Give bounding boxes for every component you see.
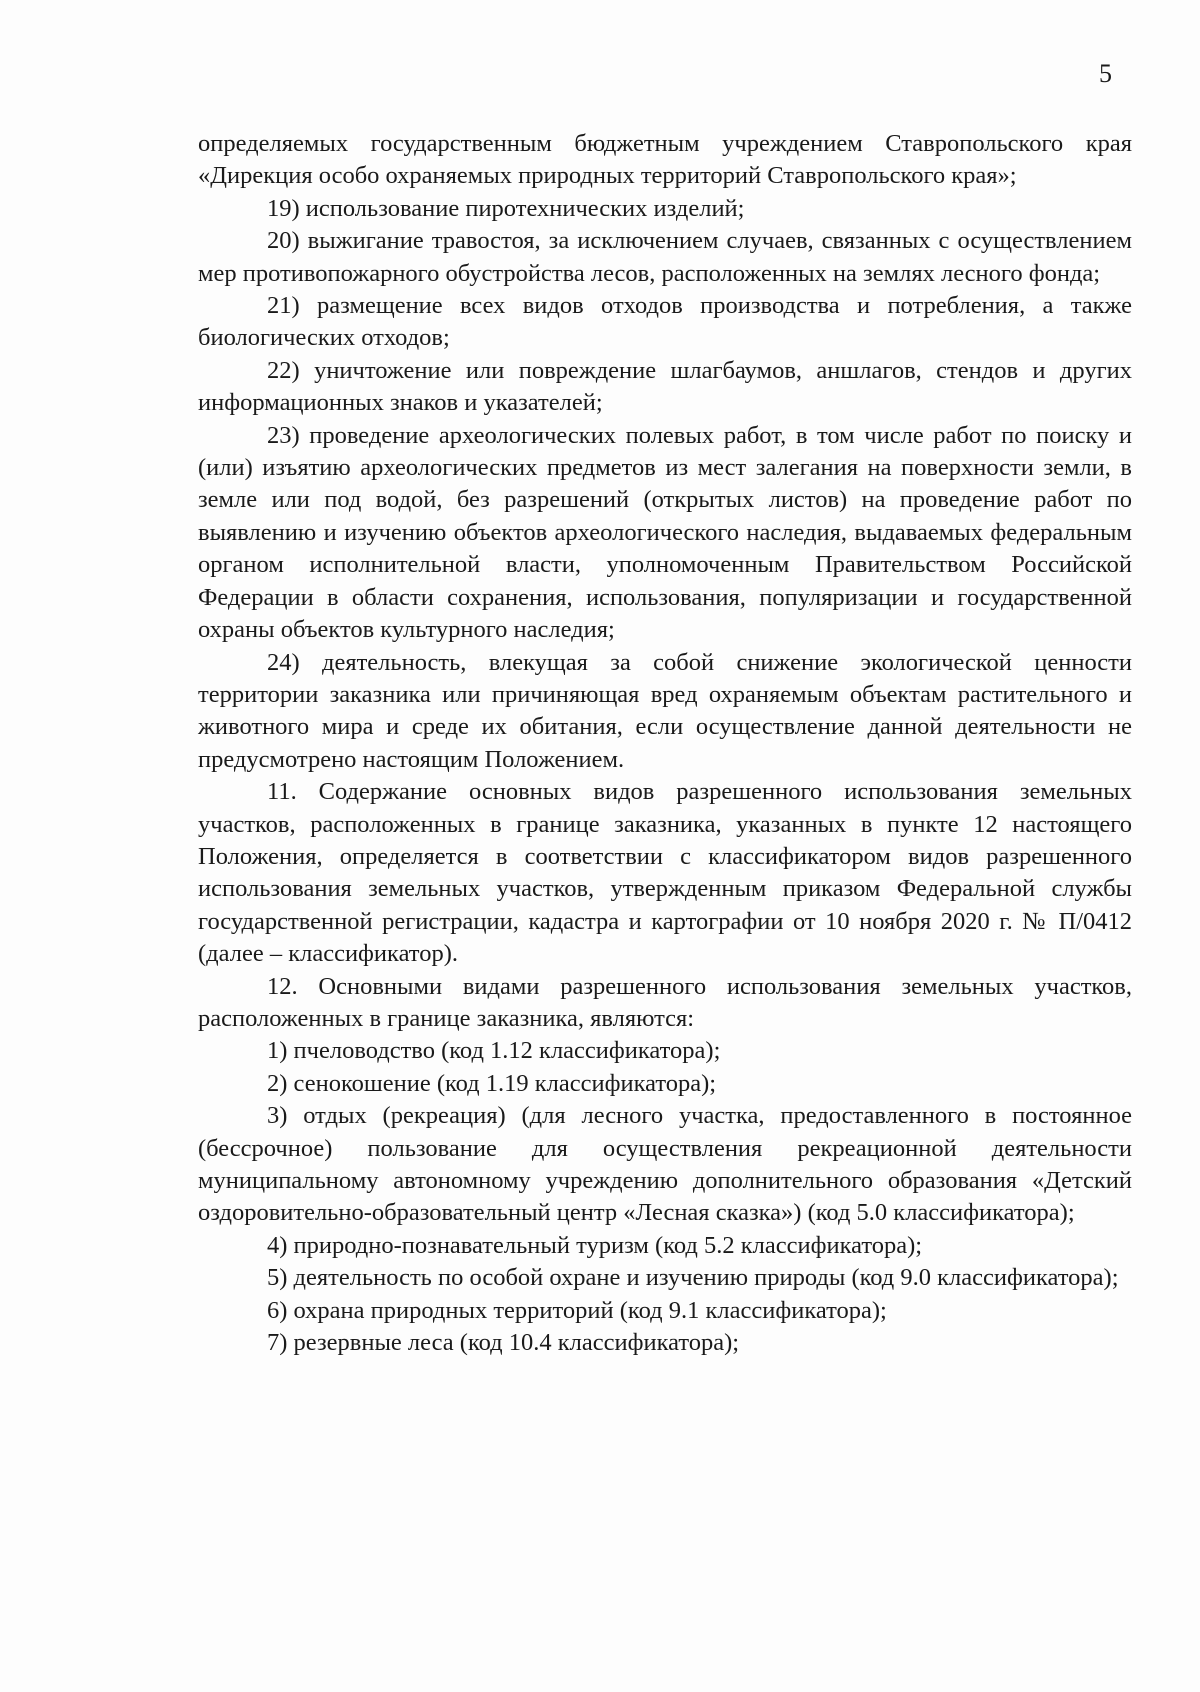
paragraph-item-21: 21) размещение всех видов отходов производства и потребления, а также биологических отходов; bbox=[198, 292, 1132, 352]
paragraph-section-12: 12. Основными видами разрешенного использования земельных участков, расположенных в границе заказника, являются: bbox=[198, 972, 1132, 1032]
paragraph-use-5: 5) деятельность по особой охране и изучению природы (код 9.0 классификатора); bbox=[267, 1264, 1119, 1292]
paragraph-use-6: 6) охрана природных территорий (код 9.1 классификатора); bbox=[267, 1296, 887, 1324]
paragraph-use-7: 7) резервные леса (код 10.4 классификатора); bbox=[267, 1329, 740, 1357]
paragraph-use-1: 1) пчеловодство (код 1.12 классификатора); bbox=[267, 1037, 721, 1065]
paragraph-use-3: 3) отдых (рекреация) (для лесного участка, предоставленного в постоянное (бессрочное) пользование для осуществления рекреационной деятельности муниципальному автономному учреждению дополнительного образования «Детский оздоровительно-образовательный центр «Лесная сказка») (код 5.0 классификатора); bbox=[198, 1102, 1132, 1227]
paragraph-item-24: 24) деятельность, влекущая за собой снижение экологической ценности территории заказника или причиняющая вред охраняемым объектам растительного и животного мира и среде их обитания, если осуществление данной деятельности не предусмотрено настоящим Положением. bbox=[198, 648, 1132, 773]
paragraph-use-4: 4) природно-познавательный туризм (код 5.2 классификатора); bbox=[267, 1231, 923, 1259]
paragraph-use-2: 2) сенокошение (код 1.19 классификатора); bbox=[267, 1069, 717, 1097]
paragraph-section-11: 11. Содержание основных видов разрешенного использования земельных участков, расположенных в границе заказника, указанных в пункте 12 настоящего Положения, определяется в соответствии с классификатором видов разрешенного использования земельных участков, утвержденным приказом Федеральной службы государственной регистрации, кадастра и картографии от 10 ноября 2020 г. № П/0412 (далее – классификатор). bbox=[198, 778, 1132, 968]
page-number: 5 bbox=[1099, 59, 1112, 88]
paragraph-continuation: определяемых государственным бюджетным учреждением Ставропольского края «Дирекция особо охраняемых природных территорий Ставропольского края»; bbox=[198, 130, 1132, 190]
paragraph-item-23: 23) проведение археологических полевых работ, в том числе работ по поиску и (или) изъятию археологических предметов из мест залегания на поверхности земли, в земле или под водой, без разрешений (открытых листов) на проведение работ по выявлению и изучению объектов археологического наследия, выдаваемых федеральным органом исполнительной власти, уполномоченным Правительством Российской Федерации в области сохранения, использования, популяризации и государственной охраны объектов культурного наследия; bbox=[198, 421, 1132, 644]
document-body bbox=[198, 128, 1132, 1359]
paragraph-item-22: 22) уничтожение или повреждение шлагбаумов, аншлагов, стендов и других информационных знаков и указателей; bbox=[198, 356, 1132, 417]
paragraph-item-19: 19) использование пиротехнических изделий; bbox=[267, 194, 745, 222]
paragraph-item-20: 20) выжигание травостоя, за исключением случаев, связанных с осуществлением мер противопожарного обустройства лесов, расположенных на землях лесного фонда; bbox=[198, 227, 1132, 287]
